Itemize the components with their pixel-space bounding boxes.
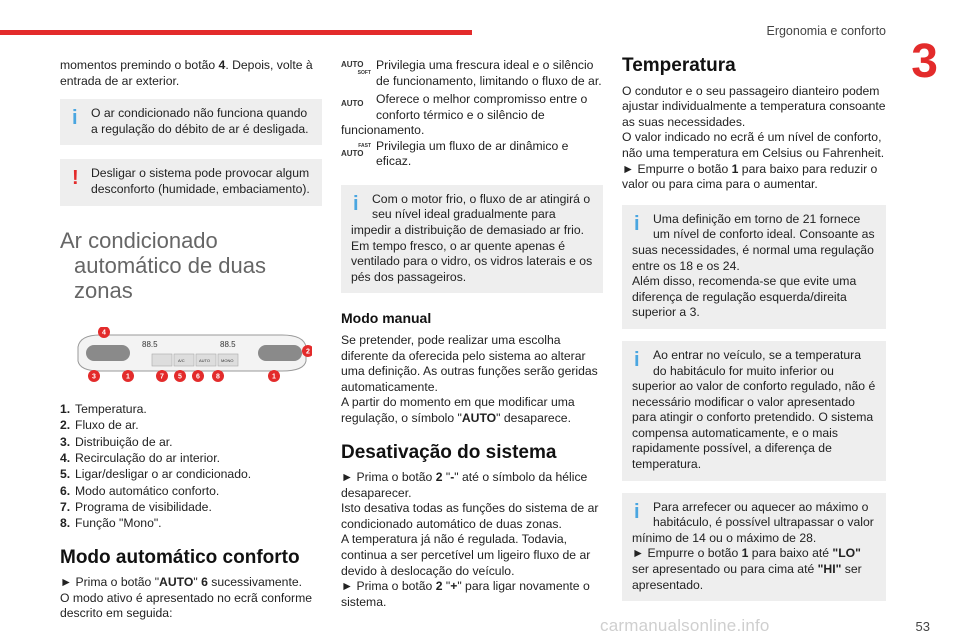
- legend-item: 1. Temperatura.: [60, 402, 147, 417]
- info-note: i O ar condicionado não funciona quando a regulação do débito de ar é desligada.: [60, 99, 322, 145]
- legend-item: 8. Função "Mono".: [60, 516, 162, 531]
- panel-auto-label: AUTO: [199, 357, 211, 363]
- deactivation-step: ► Prima o botão 2 "-" até o símbolo da hélice desaparecer.: [341, 470, 588, 500]
- manual-paragraph-2: A partir do momento em que modificar uma regulação, o símbolo "AUTO" desaparece.: [341, 395, 575, 425]
- warning-note: ! Desligar o sistema pode provocar algum desconforto (humidade, embaciamento).: [60, 159, 322, 205]
- deactivation-paragraph: Isto desativa todas as funções do sistema de ar condicionado automático de duas zonas.: [341, 501, 599, 531]
- info-icon: i: [634, 500, 640, 523]
- legend-item: 4. Recirculação do ar interior.: [60, 451, 220, 466]
- info-note-entry: i Ao entrar no veículo, se a temperatura do habitáculo for muito inferior ou superior ao valor de conforto regulado, não é necessário modificar o valor apresentado para atingir o conforto pretendido. O sistema compensa automaticamente, e o mais rapidamente possível, a diferença de temperatura.: [622, 341, 886, 481]
- panel-ac-label: A/C: [178, 357, 185, 363]
- heading-temperature: Temperatura: [622, 55, 736, 76]
- callout-1-left: 1: [126, 373, 130, 381]
- temperature-paragraph-2: O valor indicado no ecrã é um nível de conforto, não uma temperatura em Celsius ou Fahrenheit.: [622, 130, 885, 160]
- callout-1-right: 1: [272, 373, 276, 381]
- column-left: [60, 58, 322, 622]
- callout-6: 6: [196, 373, 200, 381]
- deactivation-paragraph-2: A temperatura já não é regulada. Todavia, continua a ser percetível um ligeiro fluxo de ar devido à deslocação do veículo.: [341, 532, 591, 578]
- legend-item: 3. Distribuição de ar.: [60, 434, 173, 449]
- page-number: 53: [915, 619, 930, 634]
- callout-3: 3: [92, 373, 96, 381]
- warning-icon: !: [72, 167, 79, 190]
- mode-normal: AUTO Oferece o melhor compromisso entre o conforto térmico e o silêncio de funcionamento.: [341, 92, 588, 138]
- info-note-comfort: i Uma definição em torno de 21 fornece um nível de conforto ideal. Consoante as suas necessidades, é normal uma regulação entre os 18 e os 24. Além disso, recomenda-se que evite uma diferença de regulação esquerda/direita superior a 3.: [622, 205, 886, 329]
- info-icon: i: [72, 107, 78, 130]
- callout-4: 4: [102, 329, 106, 337]
- manual-paragraph: Se pretender, pode realizar uma escolha diferente da oferecida pelo sistema ao alterar uma definição. As outras funções serão geridas automaticamente.: [341, 332, 598, 394]
- panel-legend: [60, 401, 322, 531]
- control-panel-diagram: [70, 327, 312, 383]
- info-note-extremes: i Para arrefecer ou aquecer ao máximo o habitáculo, é possível ultrapassar o valor mínimo de 14 ou o máximo de 28. ► Empurre o botão 1 para baixo até "LO" ser apresentado ou para cima até "HI" ser apresentado.: [622, 493, 886, 602]
- callout-7: 7: [160, 373, 164, 381]
- auto-fast-icon: FAST AUTO: [341, 142, 371, 158]
- panel-right-display: 88.5: [220, 339, 236, 349]
- intro-paragraph: momentos premindo o botão 4. Depois, volte à entrada de ar exterior.: [60, 58, 313, 88]
- temperature-paragraph: O condutor e o seu passageiro dianteiro podem ajustar individualmente a temperatura consoante as suas necessidades.: [622, 83, 886, 129]
- auto-icon: AUTO: [341, 99, 364, 108]
- auto-description: O modo ativo é apresentado no ecrã conforme descrito em seguida:: [60, 590, 313, 621]
- column-middle: [341, 58, 603, 610]
- heading-manual-mode: Modo manual: [341, 310, 432, 327]
- chapter-number: 3: [911, 35, 938, 88]
- callout-2: 2: [306, 348, 310, 356]
- panel-left-display: 88.5: [142, 339, 158, 349]
- legend-item: 5. Ligar/desligar o ar condicionado.: [60, 467, 252, 482]
- panel-mono-label: MONO: [221, 357, 234, 363]
- heading-auto-mode: Modo automático conforto: [60, 546, 300, 568]
- info-icon: i: [634, 348, 640, 371]
- heading-deactivation: Desativação do sistema: [341, 441, 557, 463]
- column-right: [622, 55, 886, 611]
- callout-8: 8: [216, 373, 220, 381]
- legend-item: 2. Fluxo de ar.: [60, 418, 139, 433]
- header-accent-bar: [0, 30, 472, 35]
- info-note-cold-engine: i Com o motor frio, o fluxo de ar atingirá o seu nível ideal gradualmente para impedir a distribuição de demasiado ar frio. Em tempo fresco, o ar quente apenas é ventilado para o vidro, os vidros laterais e os pés dos passageiros.: [341, 185, 603, 294]
- watermark: carmanualsonline.info: [600, 616, 770, 635]
- temperature-step: ► Empurre o botão 1 para baixo para reduzir o valor ou para cima para o aumentar.: [622, 161, 878, 192]
- info-icon: i: [353, 192, 359, 215]
- legend-item: 6. Modo automático conforto.: [60, 483, 220, 498]
- auto-soft-icon: AUTO SOFT: [341, 60, 371, 76]
- mode-soft: AUTO SOFT Privilegia uma frescura ideal e o silêncio de funcionamento, limitando o fluxo de ar.: [341, 58, 602, 88]
- legend-item: 7. Programa de visibilidade.: [60, 499, 212, 514]
- section-title: Ergonomia e conforto: [766, 24, 886, 38]
- reactivation-step: ► Prima o botão 2 "+" para ligar novamente o sistema.: [341, 579, 590, 609]
- section-heading-ac: Ar condicionado automático de duas zonas: [60, 227, 267, 303]
- info-icon: i: [634, 212, 640, 235]
- auto-instruction: ► Prima o botão "AUTO" 6 sucessivamente.: [60, 575, 303, 590]
- mode-fast: FAST AUTO Privilegia um fluxo de ar dinâmico e eficaz.: [341, 138, 569, 169]
- callout-5: 5: [178, 373, 182, 381]
